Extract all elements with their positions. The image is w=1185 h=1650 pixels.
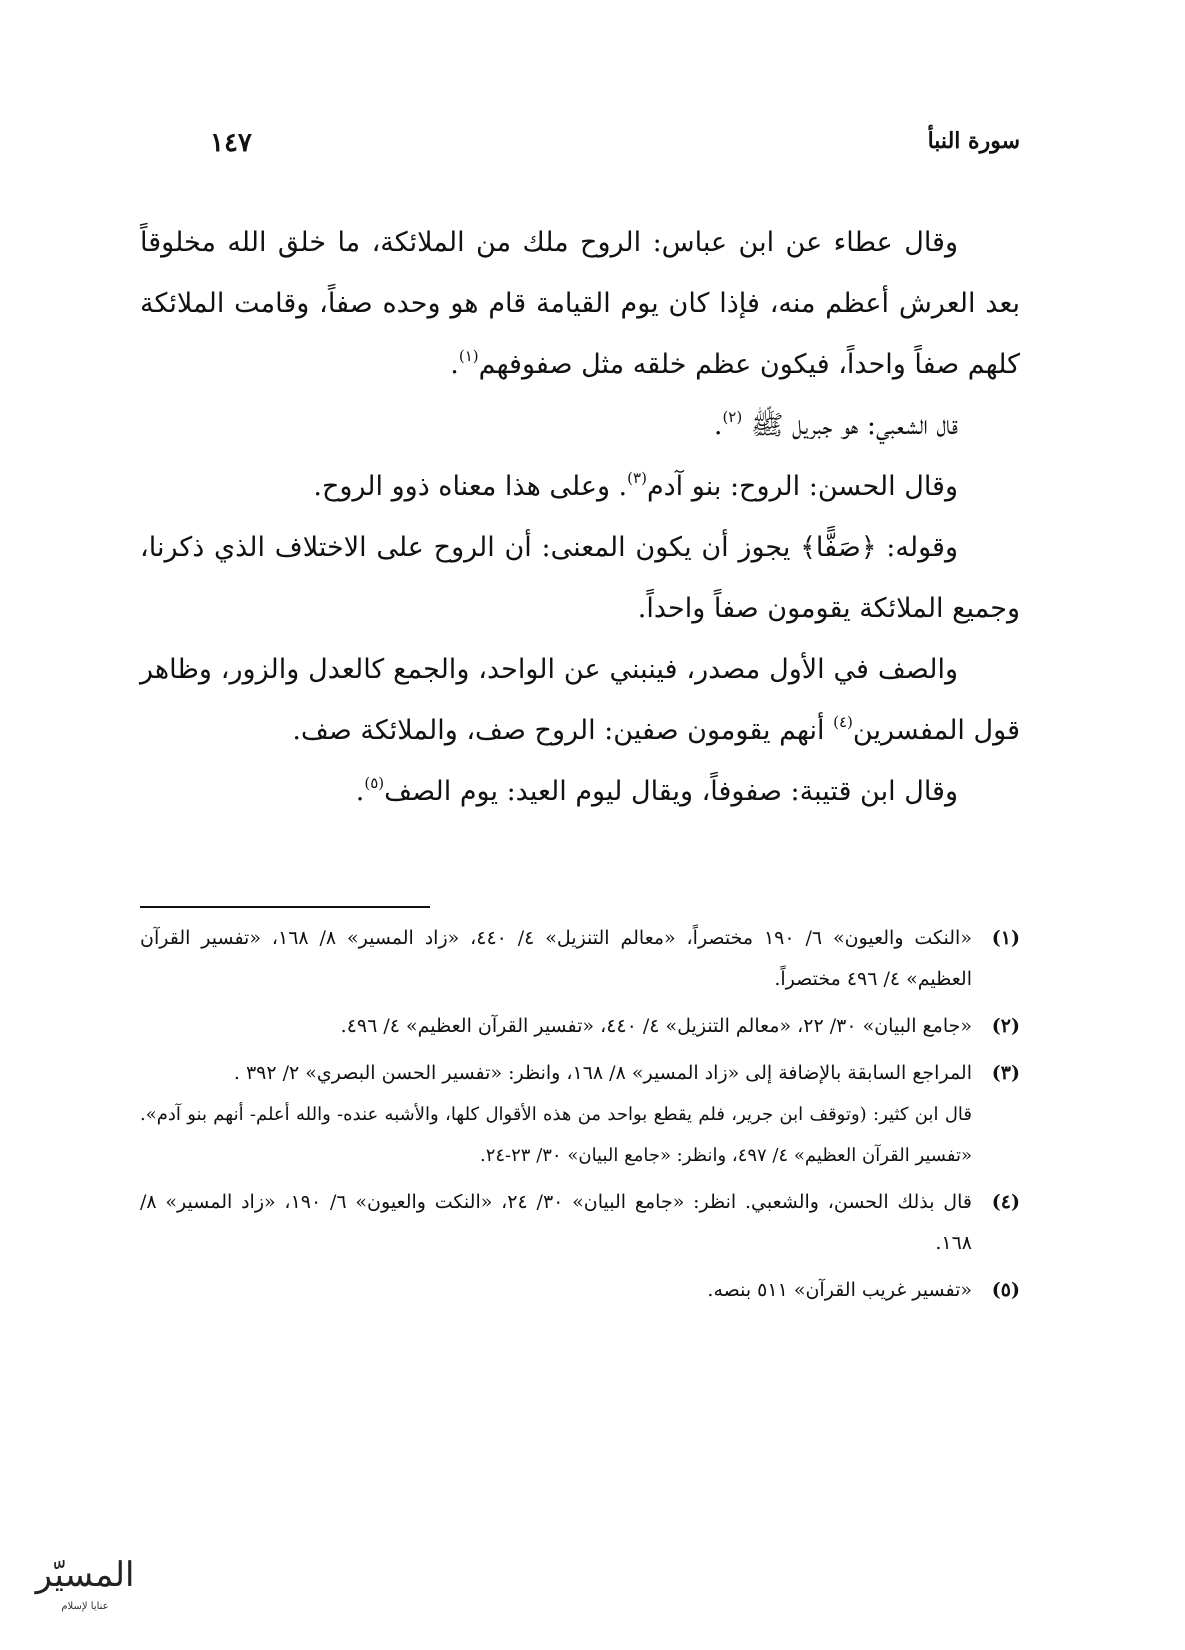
- paragraph-text: وقال ابن قتيبة: صفوفاً، ويقال ليوم العيد: يوم الصف: [384, 776, 958, 807]
- footnote-4: [140, 1182, 1020, 1264]
- paragraph-text: وقال الحسن: الروح: بنو آدم: [646, 471, 958, 502]
- publisher-logo: [10, 1550, 160, 1625]
- footnote-ref[interactable]: (٢): [722, 408, 743, 426]
- footnote-3: [140, 1053, 1020, 1176]
- paragraph-text: والصف في الأول مصدر، فينبني عن الواحد، والجمع كالعدل والزور، وظاهر قول المفسرين: [140, 654, 1020, 746]
- surah-title: سورة النبأ: [927, 128, 1020, 154]
- footnote-5: [140, 1270, 1020, 1311]
- footnote-number: (٥): [991, 1279, 1020, 1301]
- footnote-1: [140, 918, 1020, 1000]
- footnote-text: «النكت والعيون» ٦/ ١٩٠ مختصراً، «معالم التنزيل» ٤/ ٤٤٠، «زاد المسير» ٨/ ١٦٨، «تفسير القرآن العظيم» ٤/ ٤٩٦ مختصراً.: [140, 927, 972, 990]
- page-header: [140, 128, 1020, 168]
- footnote-quote: قال ابن كثير: (وتوقف ابن جرير، فلم يقطع بواحد من هذه الأقوال كلها، والأشبه عنده- والله أعلم- أنهم بنو آدم». «تفسير القرآن العظيم» ٤/ ٤٩٧، وانظر: «جامع البيان» ٣٠/ ٢٣-٢٤.: [140, 1104, 972, 1166]
- footnote-divider: [140, 906, 430, 908]
- footnote-2: [140, 1006, 1020, 1047]
- main-text: [140, 212, 1020, 822]
- paragraph: [140, 456, 1020, 517]
- footnote-number: (٤): [991, 1191, 1020, 1213]
- footnote-ref[interactable]: (٤): [833, 713, 853, 731]
- paragraph-text: . وعلى هذا معناه ذوو الروح.: [313, 471, 628, 502]
- footnote-text: قال بذلك الحسن، والشعبي. انظر: «جامع البيان» ٣٠/ ٢٤، «النكت والعيون» ٦/ ١٩٠، «زاد المسير» ٨/ ١٦٨.: [140, 1191, 972, 1254]
- footnote-number: (٢): [991, 1015, 1020, 1037]
- logo-subtitle: عنايا لإسلام: [61, 1601, 109, 1612]
- footnote-ref[interactable]: (٣): [627, 469, 647, 487]
- footnote-number: (١): [991, 927, 1020, 949]
- footnote-text: «جامع البيان» ٣٠/ ٢٢، «معالم التنزيل» ٤/ ٤٤٠، «تفسير القرآن العظيم» ٤/ ٤٩٦.: [340, 1015, 972, 1037]
- paragraph: [140, 517, 1020, 639]
- footnote-number: (٣): [991, 1062, 1020, 1084]
- paragraph: وقال عطاء عن ابن عباس: الروح ملك من الملائكة، ما خلق الله مخلوقاً بعد العرش أعظم منه، فإذا كان يوم القيامة قام هو وحده صفاً، وقامت الملائكة كلهم صفاً واحداً، فيكون عظم خلقه مثل صفوفهم$^{(١)}$.: [140, 227, 1020, 380]
- paragraph-text: وقال عطاء عن ابن عباس: الروح ملك من الملائكة، ما خلق الله مخلوقاً بعد العرش أعظم منه، فإذا كان يوم القيامة قام هو وحده صفاً، وقامت الملائكة كلهم صفاً واحداً، فيكون عظم خلقه مثل صفوفهم: [140, 227, 1020, 380]
- paragraph: قال الشعبي: هو جبريل ﷺ $^{(٢)}$.: [713, 408, 958, 441]
- paragraph-text: أنهم يقومون صفين: الروح صف، والملائكة صف.: [292, 715, 834, 746]
- logo-mark: المسيّر: [35, 1555, 135, 1595]
- page-number: ١٤٧: [210, 128, 252, 158]
- paragraph: وقال ابن قتيبة: صفوفاً، ويقال ليوم العيد: يوم الصف$^{(٥)}$.: [355, 774, 958, 807]
- footnotes: [140, 918, 1020, 1317]
- paragraph-text: وقوله: ﴿صَفًّا﴾ يجوز أن يكون المعنى: أن الروح على الاختلاف الذي ذكرنا، وجميع الملائكة يقومون صفاً واحداً.: [140, 532, 1020, 624]
- footnote-ref[interactable]: (٥): [364, 774, 385, 792]
- page: [140, 0, 1020, 1650]
- footnote-text: المراجع السابقة بالإضافة إلى «زاد المسير» ٨/ ١٦٨، وانظر: «تفسير الحسن البصري» ٢/ ٣٩٢ .: [233, 1062, 972, 1084]
- paragraph: [140, 639, 1020, 761]
- footnote-text: «تفسير غريب القرآن» ٥١١ بنصه.: [707, 1279, 972, 1301]
- paragraph-text: قال الشعبي: هو جبريل ﷺ: [750, 410, 958, 441]
- footnote-ref[interactable]: (١): [458, 347, 479, 365]
